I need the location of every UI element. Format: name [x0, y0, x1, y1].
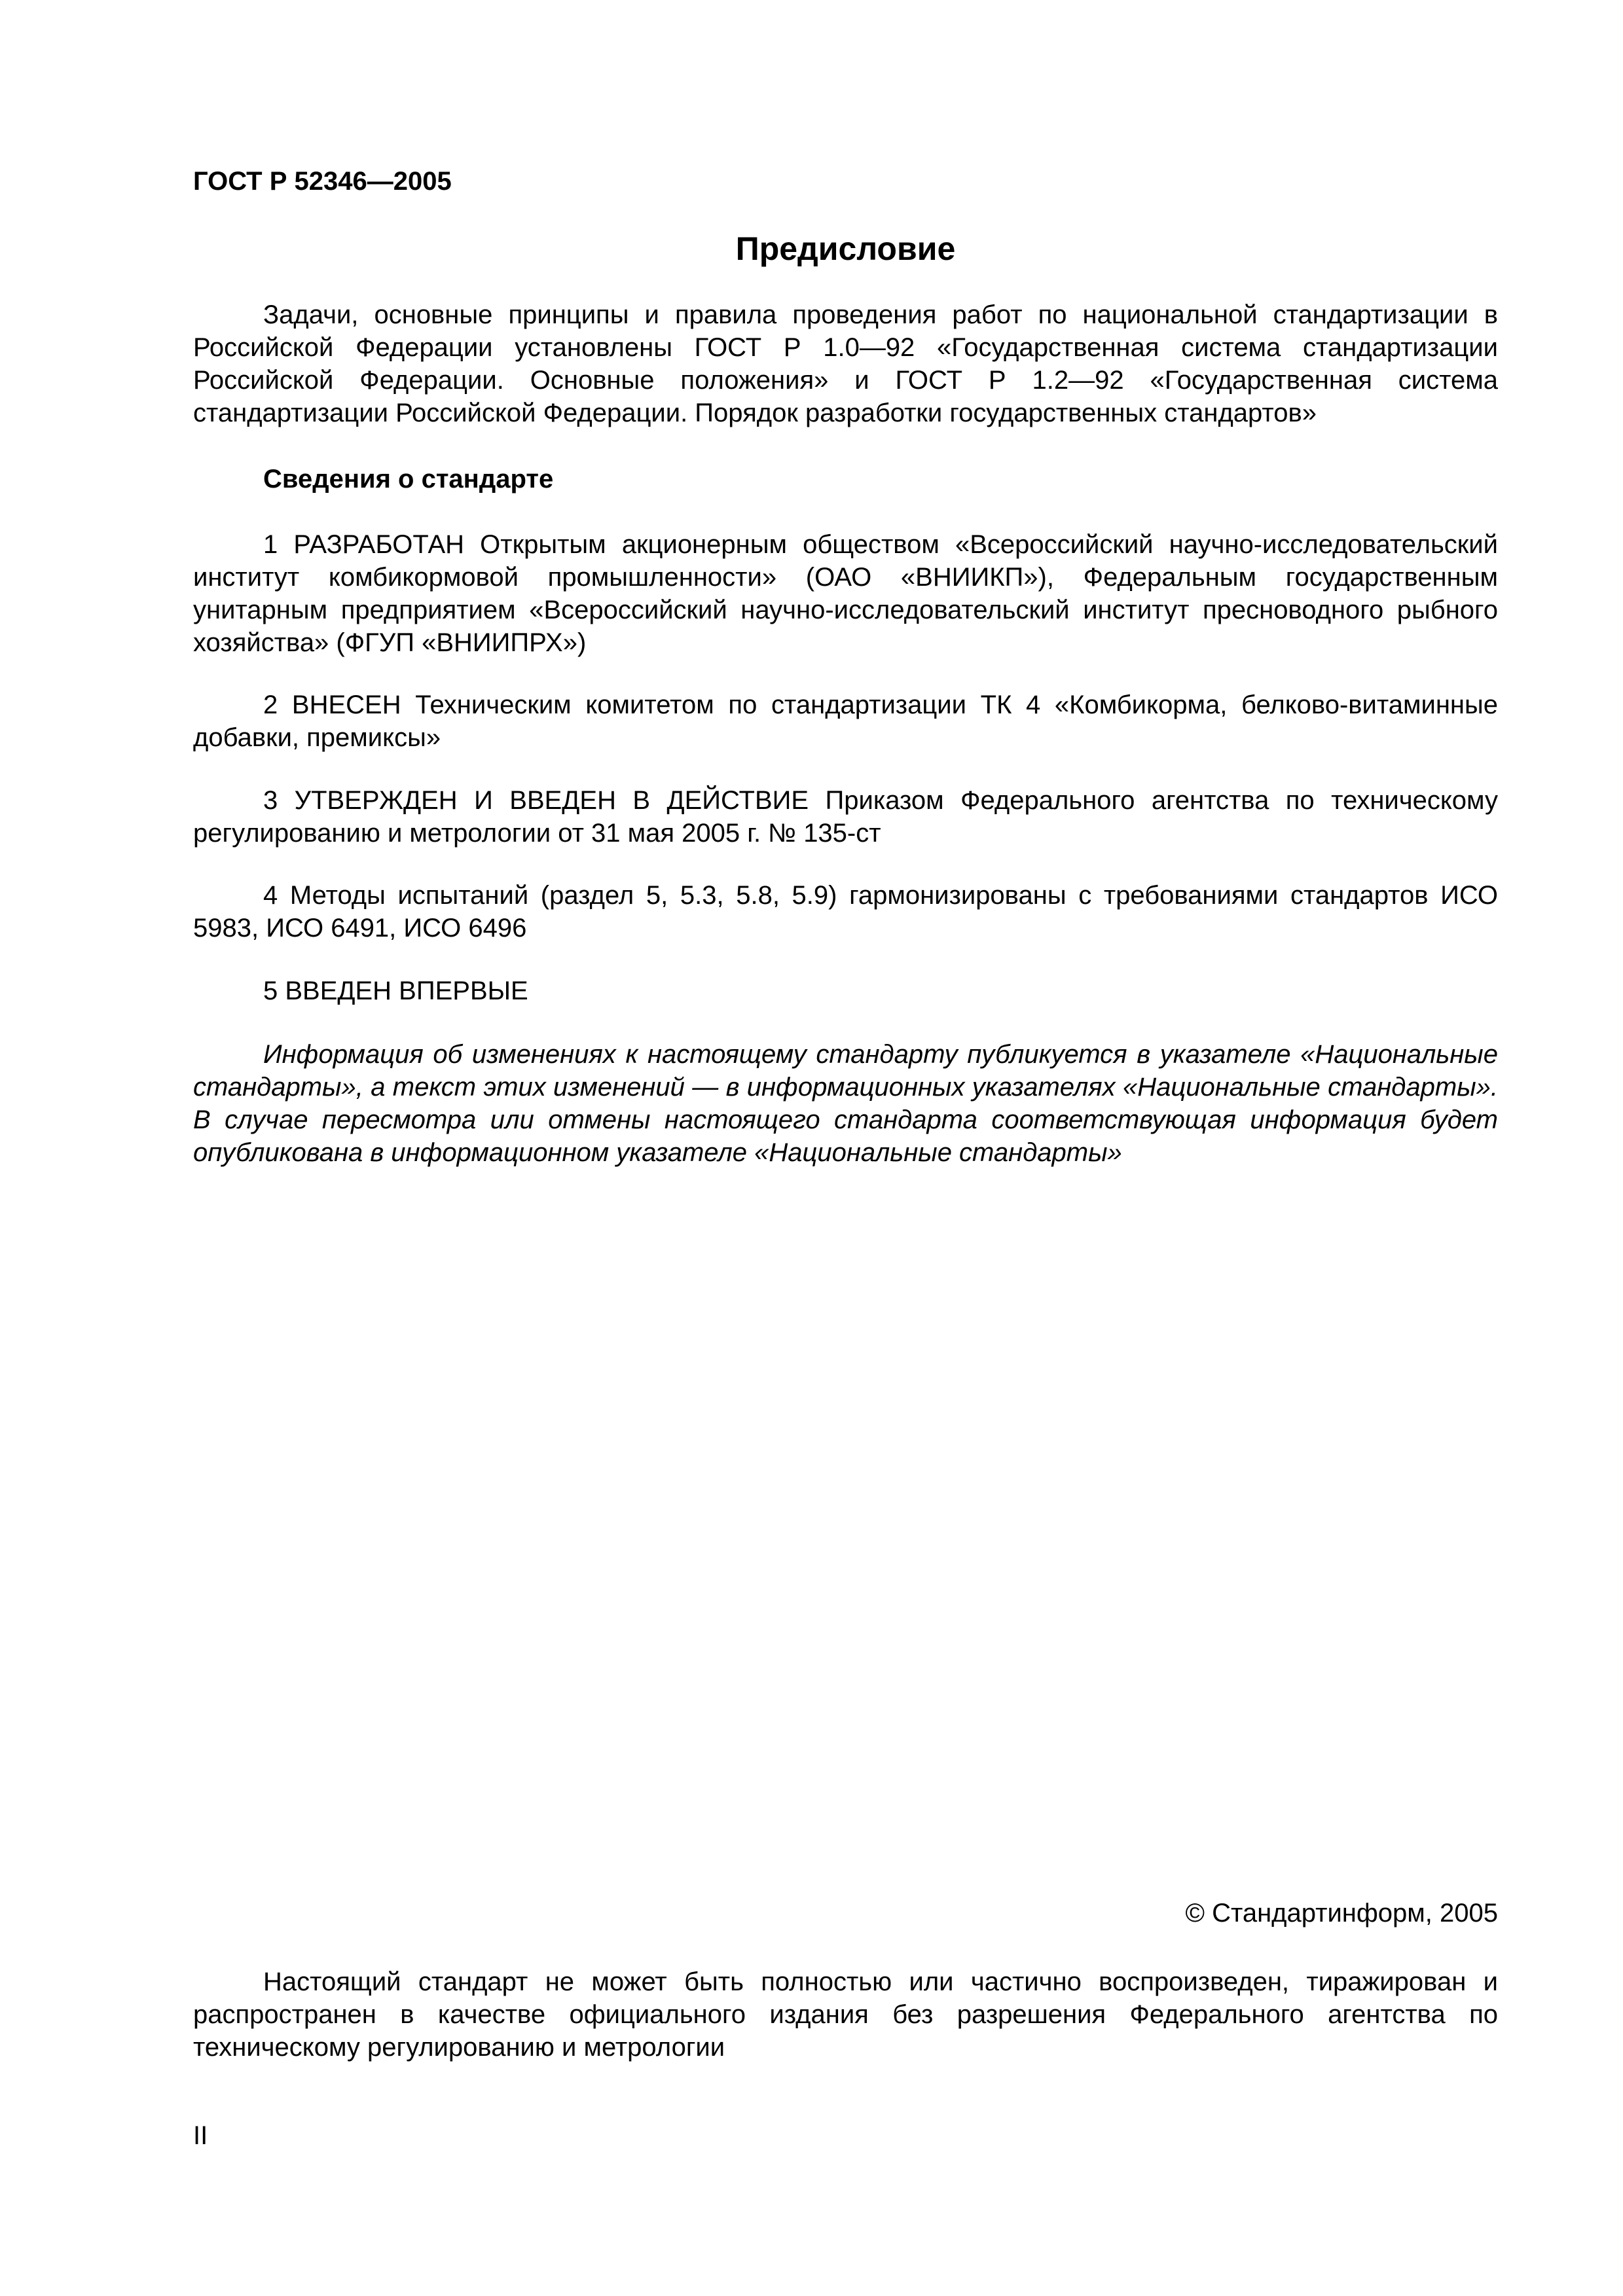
info-item-2-block	[193, 689, 1498, 754]
standard-info-heading-block	[193, 463, 1498, 495]
info-item-test-methods: 4 Методы испытаний (раздел 5, 5.3, 5.8, 5.9) гармонизированы с требованиями стандартов ИСО 5983, ИСО 6491, ИСО 6496	[193, 881, 1498, 942]
info-item-3-block	[193, 784, 1498, 850]
info-item-1-block	[193, 528, 1498, 659]
foreword-intro-block	[193, 298, 1498, 429]
info-item-first-introduced: 5 ВВЕДЕН ВПЕРВЫЕ	[263, 977, 528, 1005]
standard-info-heading: Сведения о стандарте	[263, 465, 554, 493]
info-item-developed: 1 РАЗРАБОТАН Открытым акционерным обществом «Всероссийский научно-исследовательский институт комбикормовой промышленности» (ОАО «ВНИИКП»), Федеральным государственным унитарным предприятием «Всероссийский научно-исследовательский институт пресноводного рыбного хозяйства» (ФГУП «ВНИИПРХ»)	[193, 530, 1498, 657]
info-item-5-block	[193, 975, 1498, 1007]
document-number: ГОСТ Р 52346—2005	[193, 167, 452, 196]
info-item-4-block	[193, 879, 1498, 944]
foreword-title: Предисловие	[735, 230, 956, 267]
changes-note: Информация об изменениях к настоящему стандарту публикуется в указателе «Национальные стандарты», а текст этих изменений — в информационных указателях «Национальные стандарты». В случае пересмотра или отмены настоящего стандарта соответствующая информация будет опубликована в информационном указателе «Национальные стандарты»	[193, 1040, 1498, 1167]
legal-note: Настоящий стандарт не может быть полностью или частично воспроизведен, тиражирован и распространен в качестве официального издания без разрешения Федерального агентства по техническому регулированию и метрологии	[193, 1967, 1498, 2062]
page-number: II	[193, 2121, 208, 2150]
copyright: © Стандартинформ, 2005	[1185, 1899, 1498, 1928]
info-item-approved: 3 УТВЕРЖДЕН И ВВЕДЕН В ДЕЙСТВИЕ Приказом Федерального агентства по техническому регулированию и метрологии от 31 мая 2005 г. № 135-ст	[193, 786, 1498, 848]
legal-note-block	[193, 1965, 1498, 2064]
changes-note-block	[193, 1038, 1498, 1169]
info-item-submitted: 2 ВНЕСЕН Техническим комитетом по стандартизации ТК 4 «Комбикорма, белково-витаминные добавки, премиксы»	[193, 691, 1498, 752]
foreword-intro: Задачи, основные принципы и правила проведения работ по национальной стандартизации в Российской Федерации установлены ГОСТ Р 1.0—92 «Государственная система стандартизации Российской Федерации. Основные положения» и ГОСТ Р 1.2—92 «Государственная система стандартизации Российской Федерации. Порядок разработки государственных стандартов»	[193, 300, 1498, 427]
